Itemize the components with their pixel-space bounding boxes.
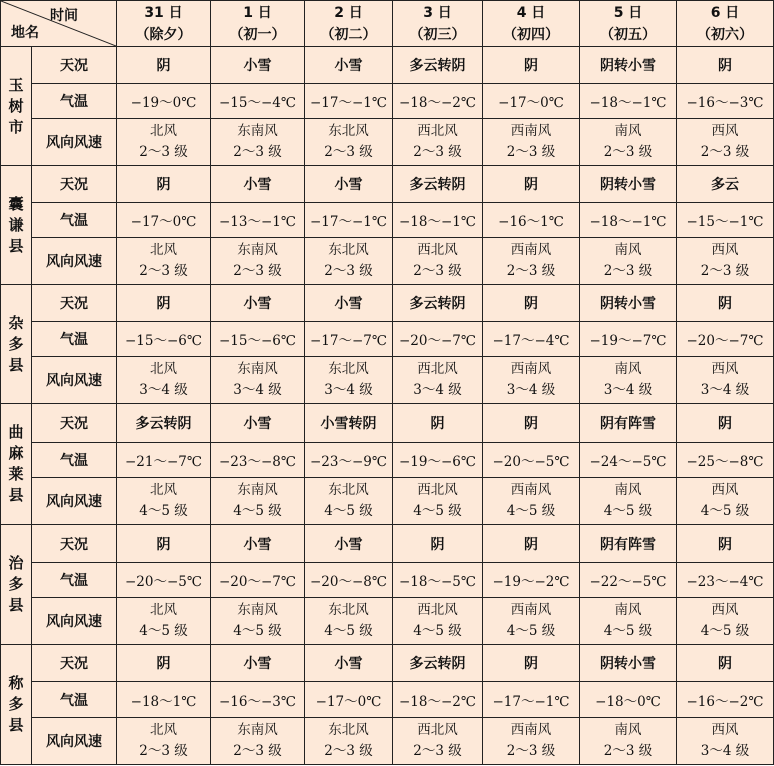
wind-direction: 北风: [150, 242, 177, 258]
wind-level: 4～5 级: [139, 623, 188, 639]
temperature-cell: −20～−5℃: [117, 563, 211, 598]
wind-row: [1, 238, 774, 285]
wind-row: [1, 357, 774, 404]
day-lunar: （初三）: [409, 26, 466, 43]
wind-direction: 北风: [150, 482, 177, 498]
wind-direction: 南风: [614, 123, 642, 139]
temperature-cell: −15～−6℃: [211, 322, 305, 357]
condition-cell: 小雪: [305, 166, 393, 203]
wind-level: 2～3 级: [603, 743, 653, 759]
condition-cell: 多云转阴: [117, 404, 211, 443]
wind-cell: [117, 598, 211, 645]
wind-direction: 西北风: [417, 482, 458, 498]
temperature-cell: −19～−6℃: [393, 443, 483, 478]
wind-level: 4～5 级: [603, 503, 653, 519]
place-name: [1, 525, 32, 645]
wind-level: 4～5 级: [139, 503, 188, 519]
condition-cell: 阴: [677, 645, 774, 682]
wind-level: 4～5 级: [233, 503, 282, 519]
wind-direction: 西南风: [510, 602, 552, 618]
temperature-cell: −18～−1℃: [580, 84, 677, 119]
wind-cell: [117, 718, 211, 765]
temperature-row: [1, 443, 774, 478]
wind-level: 2～3 级: [139, 263, 188, 279]
condition-cell: 阴转小雪: [580, 645, 677, 682]
wind-direction: 东南风: [237, 242, 278, 258]
wind-level: 3～4 级: [700, 743, 750, 759]
temperature-cell: −16～1℃: [483, 203, 580, 238]
wind-level: 4～5 级: [603, 623, 653, 639]
row-label-condition: 天况: [32, 525, 117, 563]
wind-cell: [483, 357, 580, 404]
day-lunar: （初一）: [229, 26, 286, 43]
wind-cell: [677, 478, 774, 525]
wind-direction: 南风: [614, 602, 642, 618]
condition-cell: 阴: [483, 285, 580, 322]
wind-level: 4～5 级: [413, 503, 462, 519]
place-name-char: 麻: [8, 444, 24, 462]
wind-cell: [393, 357, 483, 404]
place-name-char: 县: [8, 486, 24, 504]
condition-cell: 阴: [483, 404, 580, 443]
wind-level: 3～4 级: [233, 382, 282, 398]
wind-direction: 西风: [711, 242, 739, 258]
wind-direction: 西风: [711, 361, 739, 377]
place-name-char: 称: [8, 674, 24, 692]
temperature-cell: −18～0℃: [580, 682, 677, 718]
condition-cell: 多云转阴: [393, 285, 483, 322]
temperature-cell: −19～−7℃: [580, 322, 677, 357]
condition-cell: 多云: [677, 166, 774, 203]
wind-level: 2～3 级: [139, 144, 188, 160]
place-name: [1, 285, 32, 404]
temperature-cell: −17～−1℃: [305, 84, 393, 119]
wind-cell: [483, 238, 580, 285]
wind-cell: [211, 357, 305, 404]
condition-row: [1, 47, 774, 84]
wind-level: 4～5 级: [413, 623, 462, 639]
row-label-condition: 天况: [32, 47, 117, 84]
condition-cell: 阴: [117, 645, 211, 682]
wind-direction: 西南风: [510, 123, 552, 139]
wind-direction: 西北风: [417, 123, 458, 139]
condition-cell: 小雪转阴: [305, 404, 393, 443]
place-name: [1, 404, 32, 525]
day-date: 6 日: [710, 4, 740, 21]
temperature-cell: −18～−2℃: [393, 682, 483, 718]
wind-cell: [483, 119, 580, 166]
wind-cell: [580, 119, 677, 166]
wind-cell: [305, 718, 393, 765]
condition-cell: 阴: [117, 285, 211, 322]
temperature-cell: −17～0℃: [483, 84, 580, 119]
place-name-char: 谦: [8, 215, 24, 234]
temperature-cell: −15～−6℃: [117, 322, 211, 357]
temperature-cell: −23～−8℃: [211, 443, 305, 478]
temperature-cell: −18～−1℃: [580, 203, 677, 238]
wind-cell: [117, 238, 211, 285]
temperature-cell: −23～−9℃: [305, 443, 393, 478]
wind-cell: [393, 718, 483, 765]
wind-cell: [580, 357, 677, 404]
wind-level: 2～3 级: [324, 144, 373, 160]
day-date: 1 日: [243, 4, 272, 21]
wind-level: 2～3 级: [506, 743, 556, 759]
condition-cell: 小雪: [305, 285, 393, 322]
day-header: [305, 1, 393, 47]
wind-direction: 南风: [614, 482, 642, 498]
condition-cell: 阴: [393, 525, 483, 563]
wind-direction: 西风: [711, 602, 739, 618]
wind-cell: [305, 598, 393, 645]
place-name: [1, 645, 32, 765]
wind-direction: 西南风: [510, 361, 552, 377]
day-lunar: （初五）: [600, 26, 656, 43]
header-corner: [1, 1, 117, 47]
condition-cell: 阴有阵雪: [580, 525, 677, 563]
temperature-cell: −18～−5℃: [393, 563, 483, 598]
wind-direction: 西北风: [417, 361, 458, 377]
place-name-char: 曲: [8, 423, 24, 441]
place-name: [1, 166, 32, 285]
wind-direction: 南风: [614, 242, 642, 258]
wind-direction: 西南风: [510, 242, 552, 258]
wind-level: 4～5 级: [233, 623, 282, 639]
wind-level: 4～5 级: [506, 503, 556, 519]
wind-level: 2～3 级: [700, 263, 750, 279]
row-label-temperature: 气温: [32, 322, 117, 357]
wind-level: 2～3 级: [233, 144, 282, 160]
condition-cell: 阴: [117, 166, 211, 203]
day-header: [211, 1, 305, 47]
condition-cell: 多云转阴: [393, 47, 483, 84]
wind-direction: 东南风: [237, 602, 278, 618]
row-label-temperature: 气温: [32, 84, 117, 119]
row-label-condition: 天况: [32, 166, 117, 203]
condition-row: [1, 404, 774, 443]
place-name-char: 莱: [8, 465, 24, 483]
condition-cell: 小雪: [211, 645, 305, 682]
row-label-wind: 风向风速: [32, 478, 117, 525]
temperature-row: [1, 322, 774, 357]
wind-cell: [580, 238, 677, 285]
wind-cell: [211, 119, 305, 166]
condition-cell: 阴转小雪: [580, 47, 677, 84]
condition-cell: 阴: [483, 645, 580, 682]
wind-level: 2～3 级: [233, 263, 282, 279]
place-name-char: 县: [8, 716, 24, 734]
condition-cell: 小雪: [305, 645, 393, 682]
wind-direction: 西风: [711, 722, 739, 738]
row-label-condition: 天况: [32, 285, 117, 322]
wind-direction: 北风: [150, 602, 177, 618]
wind-direction: 西风: [711, 482, 739, 498]
day-lunar: （除夕）: [135, 26, 192, 43]
place-name-char: 市: [8, 117, 24, 136]
wind-cell: [117, 119, 211, 166]
wind-cell: [305, 238, 393, 285]
temperature-cell: −23～−4℃: [677, 563, 774, 598]
place-name-char: 县: [8, 355, 24, 374]
condition-cell: 阴: [677, 404, 774, 443]
wind-cell: [211, 598, 305, 645]
wind-direction: 西风: [711, 123, 739, 139]
condition-cell: 阴: [393, 404, 483, 443]
wind-cell: [211, 478, 305, 525]
corner-place-label: 地名: [11, 25, 39, 41]
wind-cell: [211, 238, 305, 285]
place-name-char: 多: [8, 334, 24, 353]
day-header: [580, 1, 677, 47]
wind-cell: [677, 718, 774, 765]
condition-row: [1, 525, 774, 563]
wind-level: 2～3 级: [139, 743, 188, 759]
condition-cell: 多云转阴: [393, 166, 483, 203]
condition-cell: 小雪: [211, 166, 305, 203]
temperature-cell: −17～−7℃: [305, 322, 393, 357]
wind-cell: [211, 718, 305, 765]
wind-cell: [677, 357, 774, 404]
condition-cell: 阴: [117, 47, 211, 84]
condition-cell: 小雪: [305, 525, 393, 563]
wind-direction: 北风: [150, 361, 177, 377]
wind-level: 4～5 级: [506, 623, 556, 639]
row-label-wind: 风向风速: [32, 718, 117, 765]
temperature-cell: −18～1℃: [117, 682, 211, 718]
wind-direction: 东北风: [328, 602, 369, 618]
wind-level: 3～4 级: [413, 382, 462, 398]
wind-level: 4～5 级: [700, 503, 750, 519]
temperature-cell: −17～0℃: [117, 203, 211, 238]
temperature-cell: −19～−2℃: [483, 563, 580, 598]
place-name-char: 玉: [8, 75, 24, 94]
day-date: 5 日: [613, 4, 643, 21]
header-row: [1, 1, 774, 47]
wind-level: 2～3 级: [700, 144, 750, 160]
place-name-char: 多: [8, 575, 24, 593]
temperature-cell: −15～−4℃: [211, 84, 305, 119]
row-label-wind: 风向风速: [32, 598, 117, 645]
condition-cell: 多云转阴: [393, 645, 483, 682]
wind-direction: 东南风: [237, 722, 278, 738]
temperature-row: [1, 84, 774, 119]
row-label-wind: 风向风速: [32, 238, 117, 285]
place-name-char: 树: [8, 96, 24, 115]
wind-cell: [393, 238, 483, 285]
condition-cell: 小雪: [211, 404, 305, 443]
wind-direction: 东北风: [328, 722, 369, 738]
wind-level: 2～3 级: [506, 144, 556, 160]
temperature-cell: −15～−1℃: [677, 203, 774, 238]
wind-direction: 西北风: [417, 722, 458, 738]
row-label-temperature: 气温: [32, 203, 117, 238]
temperature-cell: −17～−1℃: [305, 203, 393, 238]
temperature-cell: −16～−2℃: [677, 682, 774, 718]
day-header: [117, 1, 211, 47]
condition-cell: 阴: [483, 166, 580, 203]
wind-cell: [305, 119, 393, 166]
condition-cell: 阴转小雪: [580, 285, 677, 322]
wind-direction: 南风: [614, 722, 642, 738]
temperature-row: [1, 563, 774, 598]
day-date: 2 日: [334, 4, 363, 21]
temperature-cell: −20～−8℃: [305, 563, 393, 598]
wind-level: 2～3 级: [603, 144, 653, 160]
row-label-temperature: 气温: [32, 443, 117, 478]
wind-direction: 东南风: [237, 482, 278, 498]
day-header: [393, 1, 483, 47]
wind-level: 2～3 级: [324, 263, 373, 279]
condition-row: [1, 645, 774, 682]
wind-level: 3～4 级: [324, 382, 373, 398]
wind-cell: [677, 119, 774, 166]
row-label-temperature: 气温: [32, 563, 117, 598]
day-lunar: （初二）: [320, 26, 377, 43]
condition-cell: 小雪: [211, 525, 305, 563]
place-name-char: 治: [8, 554, 24, 572]
row-label-condition: 天况: [32, 645, 117, 682]
day-date: 31 日: [144, 4, 183, 21]
temperature-cell: −17～0℃: [305, 682, 393, 718]
wind-cell: [580, 718, 677, 765]
temperature-cell: −13～−1℃: [211, 203, 305, 238]
wind-cell: [393, 598, 483, 645]
wind-direction: 东北风: [328, 361, 369, 377]
wind-level: 2～3 级: [603, 263, 653, 279]
row-label-wind: 风向风速: [32, 357, 117, 404]
wind-row: [1, 718, 774, 765]
wind-level: 2～3 级: [506, 263, 556, 279]
day-header: [483, 1, 580, 47]
wind-cell: [393, 119, 483, 166]
row-label-wind: 风向风速: [32, 119, 117, 166]
wind-level: 4～5 级: [700, 623, 750, 639]
wind-direction: 西北风: [417, 242, 458, 258]
temperature-cell: −22～−5℃: [580, 563, 677, 598]
wind-direction: 北风: [150, 722, 177, 738]
temperature-cell: −24～−5℃: [580, 443, 677, 478]
condition-cell: 阴有阵雪: [580, 404, 677, 443]
corner-time-label: 时间: [50, 8, 78, 24]
temperature-cell: −16～−3℃: [677, 84, 774, 119]
temperature-cell: −20～−7℃: [211, 563, 305, 598]
wind-level: 4～5 级: [324, 503, 373, 519]
temperature-cell: −17～−4℃: [483, 322, 580, 357]
wind-row: [1, 598, 774, 645]
wind-level: 2～3 级: [233, 743, 282, 759]
place-name-char: 囊: [8, 194, 24, 213]
wind-cell: [393, 478, 483, 525]
condition-cell: 阴: [483, 47, 580, 84]
wind-cell: [305, 478, 393, 525]
condition-row: [1, 285, 774, 322]
wind-direction: 南风: [614, 361, 642, 377]
wind-cell: [305, 357, 393, 404]
condition-cell: 小雪: [305, 47, 393, 84]
temperature-cell: −20～−7℃: [393, 322, 483, 357]
temperature-cell: −16～−3℃: [211, 682, 305, 718]
temperature-cell: −20～−7℃: [677, 322, 774, 357]
row-label-temperature: 气温: [32, 682, 117, 718]
wind-level: 4～5 级: [324, 623, 373, 639]
condition-cell: 小雪: [211, 285, 305, 322]
wind-level: 2～3 级: [324, 743, 373, 759]
wind-direction: 东南风: [237, 123, 278, 139]
condition-cell: 阴: [483, 525, 580, 563]
wind-cell: [117, 478, 211, 525]
place-name-char: 县: [8, 236, 24, 255]
wind-direction: 西南风: [510, 482, 552, 498]
day-date: 4 日: [516, 4, 546, 21]
condition-cell: 阴: [117, 525, 211, 563]
wind-direction: 西北风: [417, 602, 458, 618]
day-header: [677, 1, 774, 47]
wind-level: 3～4 级: [700, 382, 750, 398]
wind-level: 2～3 级: [413, 263, 462, 279]
wind-level: 2～3 级: [413, 743, 462, 759]
wind-cell: [483, 598, 580, 645]
condition-cell: 小雪: [211, 47, 305, 84]
condition-cell: 阴: [677, 285, 774, 322]
condition-cell: 阴: [677, 47, 774, 84]
wind-cell: [580, 478, 677, 525]
wind-level: 3～4 级: [506, 382, 556, 398]
temperature-cell: −25～−8℃: [677, 443, 774, 478]
wind-level: 3～4 级: [139, 382, 188, 398]
wind-direction: 东北风: [328, 242, 369, 258]
temperature-row: [1, 203, 774, 238]
wind-cell: [580, 598, 677, 645]
day-date: 3 日: [423, 4, 452, 21]
wind-direction: 东北风: [328, 123, 369, 139]
wind-cell: [483, 478, 580, 525]
wind-cell: [483, 718, 580, 765]
wind-direction: 北风: [150, 123, 177, 139]
day-lunar: （初四）: [503, 26, 559, 43]
wind-level: 3～4 级: [603, 382, 653, 398]
wind-row: [1, 478, 774, 525]
row-label-condition: 天况: [32, 404, 117, 443]
place-name-char: 县: [8, 596, 24, 614]
temperature-cell: −20～−5℃: [483, 443, 580, 478]
wind-cell: [677, 598, 774, 645]
temperature-cell: −18～−2℃: [393, 84, 483, 119]
temperature-cell: −18～−1℃: [393, 203, 483, 238]
place-name-char: 多: [8, 695, 24, 713]
wind-cell: [117, 357, 211, 404]
condition-cell: 阴转小雪: [580, 166, 677, 203]
wind-direction: 东南风: [237, 361, 278, 377]
temperature-cell: −17～−1℃: [483, 682, 580, 718]
place-name: [1, 47, 32, 166]
temperature-cell: −21～−7℃: [117, 443, 211, 478]
wind-direction: 东北风: [328, 482, 369, 498]
wind-direction: 西南风: [510, 722, 552, 738]
temperature-row: [1, 682, 774, 718]
wind-cell: [677, 238, 774, 285]
condition-cell: 阴: [677, 525, 774, 563]
wind-row: [1, 119, 774, 166]
condition-row: [1, 166, 774, 203]
temperature-cell: −19～0℃: [117, 84, 211, 119]
place-name-char: 杂: [8, 313, 24, 332]
wind-level: 2～3 级: [413, 144, 462, 160]
day-lunar: （初六）: [697, 26, 753, 43]
